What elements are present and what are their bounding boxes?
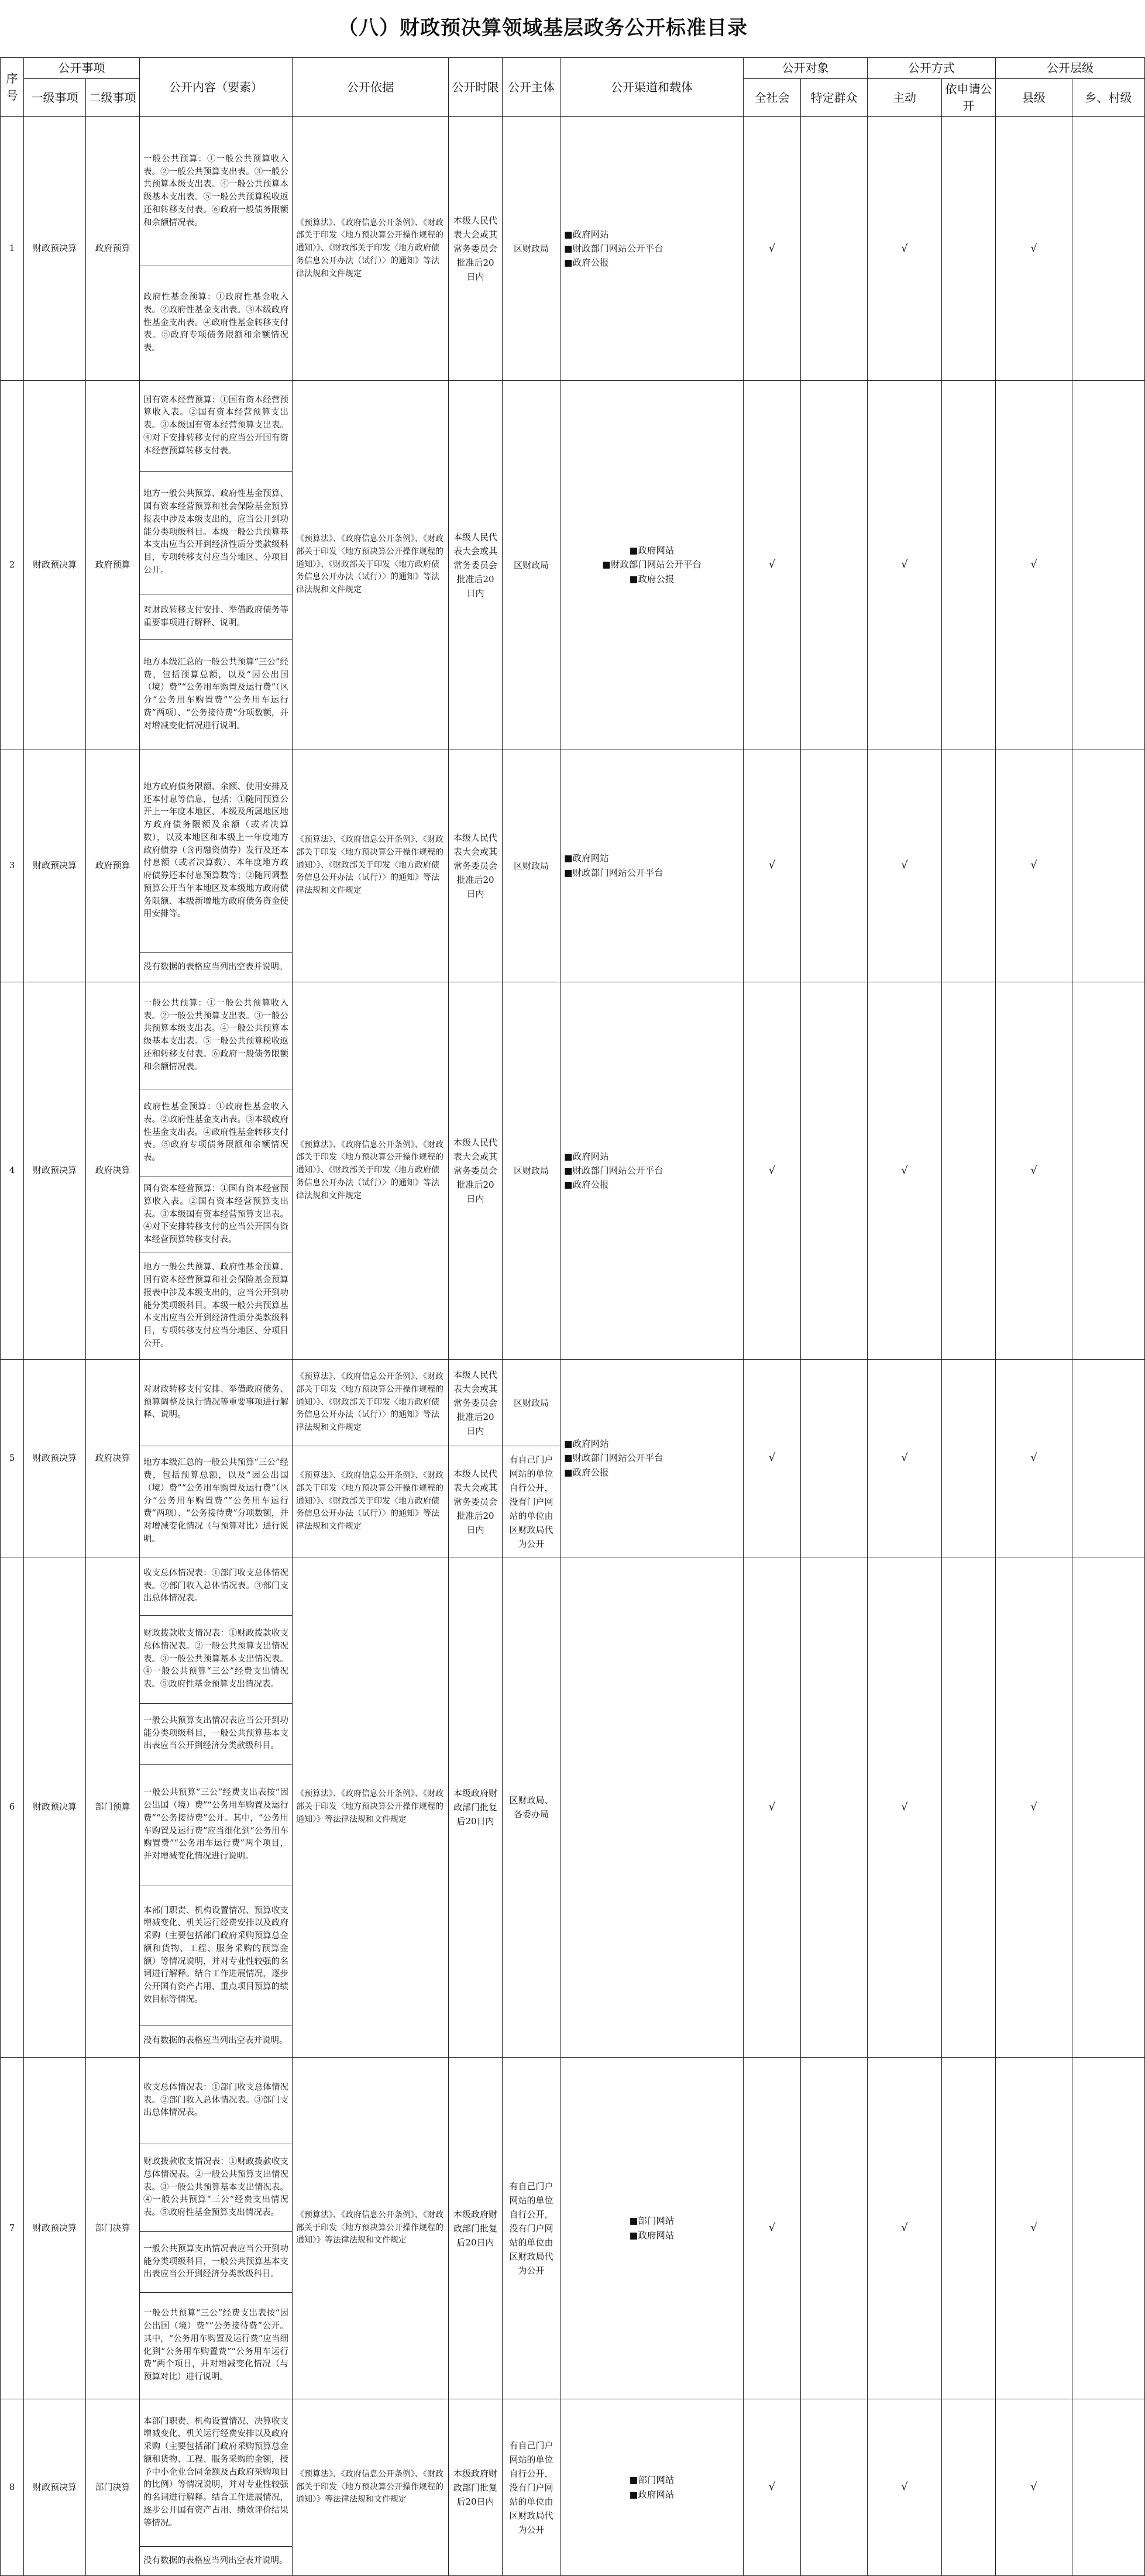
method-apply [942,117,996,381]
level1-item: 财政预决算 [24,1360,86,1557]
time-cell: 本级人民代表大会或其常务委员会批准后20日内 [449,1446,503,1557]
channel-item: ■财政部门网站公开平台 [564,1453,663,1464]
target-specific [801,982,868,1360]
time-cell: 本级政府财政部门批复后20日内 [449,2399,503,2576]
content-cell: 没有数据的表格应当列出空表并说明。 [140,2025,293,2058]
method-apply [942,1557,996,2058]
content-cell: 地方一般公共预算、政府性基金预算、国有资本经营预算和社会保险基金预算报表中涉及本级支出的，应当公开到功能分类项级科目。本级一般公共预算基本支出应当公开到经济性质分类款级科目，专项转移支付应当分地区、分项目公开。 [140,472,293,594]
level2-item: 政府决算 [86,982,140,1360]
basis-cell: 《预算法》、《政府信息公开条例》、《财政部关于印发〈地方预决算公开操作规程的通知〉》、《财政部关于印发〈地方政府债务信息公开办法（试行）〉的通知》等法律法规和文件规定 [293,381,449,749]
level1-item: 财政预决算 [24,2399,86,2576]
content-cell: 国有资本经营预算：①国有资本经营预算收入表。②国有资本经营预算支出表。③本级国有资本经营预算支出表。④对下安排转移支付的应当公开国有资本经营预算转移支付表。 [140,381,293,472]
content-cell: 地方本级汇总的一般公共预算“三公”经费，包括预算总额，以及“因公出国（境）费”“公务用车购置及运行费”（区分“公务用车购置费”“公务用车运行费”两项）、“公务接待费”分项数额，并对增减变化情况（与预算对比）进行说明。 [140,1446,293,1557]
basis-cell: 《预算法》、《政府信息公开条例》、《财政部关于印发〈地方预决算公开操作规程的通知〉》、《财政部关于印发〈地方政府债务信息公开办法（试行）〉的通知》等法律法规和文件规定 [293,982,449,1360]
table-row [1,1360,1145,1446]
content-cell: 一般公共预算“三公”经费支出表按“因公出国（境）费”“公务用车购置及运行费”“公务接待费”公开。其中，“公务用车购置及运行费”应当细化到“公务用车购置费”“公务用车运行费”两个项目，并对增减变化情况进行说明。 [140,1765,293,1886]
content-cell: 地方政府债务限额、余额、使用安排及还本付息等信息，包括：①随同预算公开上一年度本地区、本级及所属地区地方政府债务限额及余额（或者决算数），以及本地区和本级上一年度地方政府债券（含再融资债券）发行及还本付息额（或者决算数）、本年度地方政府债券还本付息预算数等；②随同调整预算公开当年本地区及本级地方政府债务限额、本级新增地方政府债务资金使用安排等。 [140,749,293,953]
target-specific [801,2058,868,2399]
level1-item: 财政预决算 [24,982,86,1360]
content-cell: 财政拨款收支情况表：①财政拨款收支总体情况表。②一般公共预算支出情况表。③一般公共预算基本支出情况表。④一般公共预算“三公”经费支出情况表。⑤政府性基金预算支出情况表。 [140,1616,293,1704]
target-all: √ [744,749,801,982]
table-row [1,2399,1145,2547]
channel-item: ■政府公报 [564,1467,609,1478]
target-all: √ [744,1557,801,2058]
target-all: √ [744,381,801,749]
target-specific [801,381,868,749]
content-cell: 收支总体情况表：①部门收支总体情况表。②部门收入总体情况表。③部门支出总体情况表。 [140,2058,293,2144]
basis-cell: 《预算法》、《政府信息公开条例》、《财政部关于印发〈地方预决算公开操作规程的通知〉》、《财政部关于印发〈地方政府债务信息公开办法（试行）〉的通知》等法律法规和文件规定 [293,1360,449,1446]
target-all: √ [744,2058,801,2399]
channel-item: ■政府公报 [564,1179,609,1190]
target-specific [801,117,868,381]
table-row [1,2058,1145,2144]
level-village [1072,749,1145,982]
header-items: 公开事项 [24,58,140,79]
level-village [1072,381,1145,749]
content-cell: 国有资本经营预算：①国有资本经营预算收入表。②国有资本经营预算支出表。③本级国有资本经营预算支出表。④对下安排转移支付的应当公开国有资本经营预算转移支付表。 [140,1177,293,1253]
header-level2: 二级事项 [86,79,140,117]
header-method: 公开方式 [868,58,996,79]
level-county: √ [996,117,1072,381]
basis-cell: 《预算法》、《政府信息公开条例》、《财政部关于印发〈地方预决算公开操作规程的通知〉》等法律法规和文件规定 [293,1557,449,2058]
channel-item: ■政府网站 [629,545,675,556]
method-apply [942,982,996,1360]
level-county: √ [996,2058,1072,2399]
method-active: √ [868,1360,942,1557]
subject-cell: 区财政局 [503,749,561,982]
subject-cell: 区财政局 [503,982,561,1360]
level2-item: 政府预算 [86,749,140,982]
content-cell: 没有数据的表格应当列出空表并说明。 [140,2547,293,2576]
channel-cell [561,381,744,749]
method-apply [942,381,996,749]
channel-item: ■财政部门网站公开平台 [564,243,663,254]
header-subject: 公开主体 [503,58,561,117]
basis-cell: 《预算法》、《政府信息公开条例》、《财政部关于印发〈地方预决算公开操作规程的通知〉》等法律法规和文件规定 [293,2399,449,2576]
header-content: 公开内容（要素） [140,58,293,117]
level1-item: 财政预决算 [24,1557,86,2058]
target-all: √ [744,982,801,1360]
content-cell: 没有数据的表格应当列出空表并说明。 [140,953,293,982]
level-village [1072,1360,1145,1557]
subject-cell: 区财政局 [503,1360,561,1446]
level-village [1072,982,1145,1360]
channel-item: ■政府网站 [629,2489,675,2500]
table-row [1,749,1145,953]
target-specific [801,749,868,982]
time-cell: 本级人民代表大会或其常务委员会批准后20日内 [449,749,503,982]
header-level1: 一级事项 [24,79,86,117]
content-cell: 政府性基金预算：①政府性基金收入表。②政府性基金支出表。③本级政府性基金支出表。④政府性基金转移支付表。⑤政府专项债务限额和余额情况表。 [140,266,293,381]
level-county: √ [996,381,1072,749]
row-number: 6 [1,1557,24,2058]
header-all: 全社会 [744,79,801,117]
content-cell: 收支总体情况表：①部门收支总体情况表。②部门收入总体情况表。③部门支出总体情况表。 [140,1557,293,1616]
row-number: 2 [1,381,24,749]
time-cell: 本级政府财政部门批复后20日内 [449,2058,503,2399]
row-number: 8 [1,2399,24,2576]
subject-cell: 区财政局、各委办局 [503,1557,561,2058]
header-specific: 特定群众 [801,79,868,117]
content-cell: 地方一般公共预算、政府性基金预算、国有资本经营预算和社会保险基金预算报表中涉及本级支出的，应当公开到功能分类项级科目。本级一般公共预算基本支出应当公开到经济性质分类款级科目，专项转移支付应当分地区、分项目公开。 [140,1253,293,1360]
channel-item: ■政府网站 [564,1439,609,1450]
channel-cell [561,117,744,381]
level-village [1072,117,1145,381]
method-apply [942,749,996,982]
level-county: √ [996,749,1072,982]
header-active: 主动 [868,79,942,117]
level-county: √ [996,2399,1072,2576]
channel-cell [561,1557,744,2058]
target-specific [801,1360,868,1557]
method-active: √ [868,2399,942,2576]
target-specific [801,1557,868,2058]
level-village [1072,1557,1145,2058]
content-cell: 对财政转移支付安排、举借政府债务等重要事项进行解释、说明。 [140,594,293,640]
table-row [1,117,1145,266]
content-cell: 本部门职责、机构设置情况、预算收支增减变化、机关运行经费安排以及政府采购（主要包括部门政府采购预算总金额和货物、工程、服务采购的预算金额）等情况说明，并对专业性较强的名词进行解释。结合工作进展情况，逐步公开国有资产占用、重点项目预算的绩效目标等情况。 [140,1886,293,2025]
content-cell: 一般公共预算支出情况表应当公开到功能分类项级科目，一般公共预算基本支出表应当公开到经济分类款级科目。 [140,2232,293,2293]
table-row [1,982,1145,1089]
page-title: （八）财政预决算领域基层政务公开标准目录 [338,16,748,40]
level1-item: 财政预决算 [24,117,86,381]
time-cell: 本级人民代表大会或其常务委员会批准后20日内 [449,982,503,1360]
row-number: 4 [1,982,24,1360]
channel-item: ■财政部门网站公开平台 [564,1165,663,1176]
channel-item: ■政府公报 [629,573,675,584]
method-active: √ [868,982,942,1360]
header-time: 公开时限 [449,58,503,117]
row-number: 3 [1,749,24,982]
content-cell: 对财政转移支付安排、举借政府债务、预算调整及执行情况等重要事项进行解释、说明。 [140,1360,293,1446]
content-cell: 一般公共预算：①一般公共预算收入表。②一般公共预算支出表。③一般公共预算本级支出表。④一般公共预算本级基本支出表。⑤一般公共预算税收返还和转移支付表。⑥政府一般债务限额和余额情况表。 [140,982,293,1089]
content-cell: 一般公共预算支出情况表应当公开到功能分类项级科目，一般公共预算基本支出表应当公开到经济分类款级科目。 [140,1704,293,1765]
channel-item: ■政府网站 [629,2230,675,2241]
channel-cell [561,2399,744,2576]
target-all: √ [744,2399,801,2576]
level2-item: 部门决算 [86,2399,140,2576]
time-cell: 本级人民代表大会或其常务委员会批准后20日内 [449,117,503,381]
channel-cell [561,2058,744,2399]
subject-cell: 区财政局 [503,117,561,381]
time-cell: 本级人民代表大会或其常务委员会批准后20日内 [449,381,503,749]
method-active: √ [868,117,942,381]
header-channel: 公开渠道和载体 [561,58,744,117]
level2-item: 政府预算 [86,381,140,749]
level1-item: 财政预决算 [24,381,86,749]
channel-item: ■部门网站 [629,2475,675,2486]
level2-item: 部门决算 [86,2058,140,2399]
method-apply [942,2058,996,2399]
method-apply [942,1360,996,1557]
method-apply [942,2399,996,2576]
level-village [1072,2399,1145,2576]
level2-item: 政府预算 [86,117,140,381]
header-seq: 序号 [1,58,24,117]
level2-item: 政府决算 [86,1360,140,1557]
header-village: 乡、村级 [1072,79,1145,117]
basis-cell: 《预算法》、《政府信息公开条例》、《财政部关于印发〈地方预决算公开操作规程的通知〉》、《财政部关于印发〈地方政府债务信息公开办法（试行）〉的通知》等法律法规和文件规定 [293,1446,449,1557]
channel-item: ■政府网站 [564,853,609,864]
level-village [1072,2058,1145,2399]
channel-item: ■政府公报 [564,257,609,268]
content-cell: 本部门职责、机构设置情况、决算收支增减变化、机关运行经费安排以及政府采购（主要包括部门政府采购预算总金额和货物、工程、服务采购的金额，授予中小企业合同金额及占政府采购项目的比例）等情况说明，并对专业性较强的名词进行解释。结合工作进展情况，逐步公开国有资产占用、绩效评价结果等情况。 [140,2399,293,2547]
basis-cell: 《预算法》、《政府信息公开条例》、《财政部关于印发〈地方预决算公开操作规程的通知〉》、《财政部关于印发〈地方政府债务信息公开办法（试行）〉的通知》等法律法规和文件规定 [293,117,449,381]
channel-item: ■政府网站 [564,1151,609,1162]
content-cell: 一般公共预算“三公”经费支出表按“因公出国（境）费”“公务接待费”公开。其中，“公务用车购置及运行费”应当细化到“公务用车购置费”“公务用车运行费”两个项目，并对增减变化情况（与预算对比）进行说明。 [140,2293,293,2399]
header-level: 公开层级 [996,58,1145,79]
header-county: 县级 [996,79,1072,117]
level2-item: 部门预算 [86,1557,140,2058]
header-target: 公开对象 [744,58,868,79]
row-number: 5 [1,1360,24,1557]
content-cell: 一般公共预算：①一般公共预算收入表。②一般公共预算支出表。③一般公共预算本级支出表。④一般公共预算本级基本支出表。⑤一般公共预算税收返还和转移支付表。⑥政府一般债务限额和余额情况表。 [140,117,293,266]
subject-cell: 有自己门户网站的单位自行公开，没有门户网站的单位由区财政局代为公开 [503,2399,561,2576]
method-active: √ [868,749,942,982]
target-all: √ [744,117,801,381]
content-cell: 政府性基金预算：①政府性基金收入表。②政府性基金支出表。③本级政府性基金支出表。④政府性基金转移支付表。⑤政府专项债务限额和余额情况表。 [140,1089,293,1177]
header-apply: 依申请公开 [942,79,996,117]
subject-cell: 有自己门户网站的单位自行公开，没有门户网站的单位由区财政局代为公开 [503,2058,561,2399]
channel-cell [561,1360,744,1557]
content-cell: 地方本级汇总的一般公共预算“三公”经费，包括预算总额，以及“因公出国（境）费”“公务用车购置及运行费”（区分“公务用车购置费”“公务用车运行费”两项）、“公务接待费”分项数额，并对增减变化情况进行说明。 [140,640,293,749]
channel-item: ■政府网站 [564,229,609,240]
channel-item: ■财政部门网站公开平台 [564,867,663,878]
level-county: √ [996,982,1072,1360]
catalog-table [0,57,1145,2576]
level1-item: 财政预决算 [24,749,86,982]
channel-item: ■财政部门网站公开平台 [602,559,702,570]
level-county: √ [996,1360,1072,1557]
level1-item: 财政预决算 [24,2058,86,2399]
target-specific [801,2399,868,2576]
row-number: 7 [1,2058,24,2399]
time-cell: 本级政府财政部门批复后20日内 [449,1557,503,2058]
table-row [1,1557,1145,1616]
method-active: √ [868,2058,942,2399]
basis-cell: 《预算法》、《政府信息公开条例》、《财政部关于印发〈地方预决算公开操作规程的通知〉》、《财政部关于印发〈地方政府债务信息公开办法（试行）〉的通知》等法律法规和文件规定 [293,749,449,982]
channel-item: ■部门网站 [629,2216,675,2227]
channel-cell [561,749,744,982]
subject-cell: 有自己门户网站的单位自行公开，没有门户网站的单位由区财政局代为公开 [503,1446,561,1557]
channel-cell [561,982,744,1360]
subject-cell: 区财政局 [503,381,561,749]
row-number: 1 [1,117,24,381]
table-row [1,381,1145,472]
level-county: √ [996,1557,1072,2058]
method-active: √ [868,1557,942,2058]
content-cell: 财政拨款收支情况表：①财政拨款收支总体情况表。②一般公共预算支出情况表。③一般公共预算基本支出情况表。④一般公共预算“三公”经费支出情况表。⑤政府性基金预算支出情况表。 [140,2144,293,2232]
header-basis: 公开依据 [293,58,449,117]
time-cell: 本级人民代表大会或其常务委员会批准后20日内 [449,1360,503,1446]
basis-cell: 《预算法》、《政府信息公开条例》、《财政部关于印发〈地方预决算公开操作规程的通知〉》等法律法规和文件规定 [293,2058,449,2399]
target-all: √ [744,1360,801,1557]
method-active: √ [868,381,942,749]
